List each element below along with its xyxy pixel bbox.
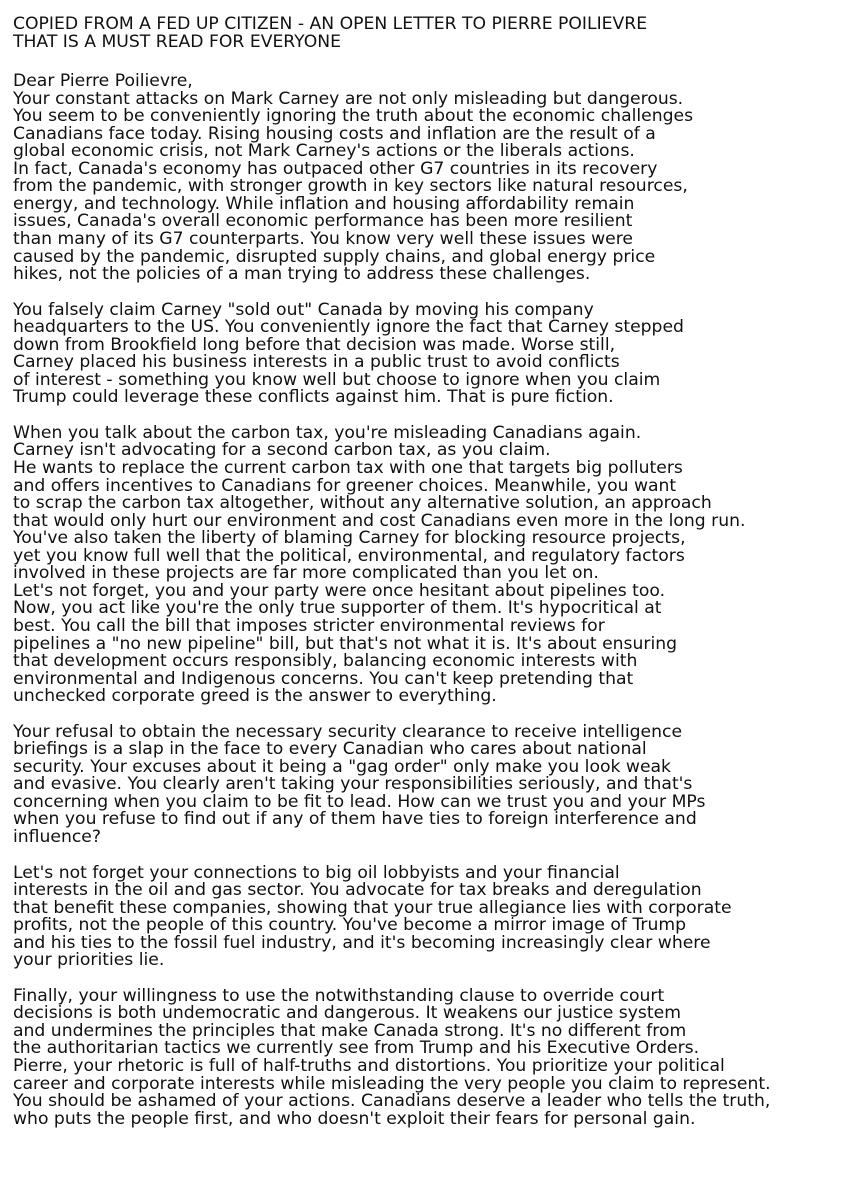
paragraph-line: environmental and Indigenous concerns. You can't keep pretending that [13, 668, 634, 689]
paragraph-line: yet you know full well that the political, environmental, and regulatory factors [13, 545, 685, 566]
paragraph-line: Let's not forget, you and your party were once hesitant about pipelines too. [13, 580, 666, 601]
letter-paragraph [13, 422, 853, 707]
paragraph-line: Carney isn't advocating for a second carbon tax, as you claim. [13, 440, 551, 461]
paragraph-line: Let's not forget your connections to big oil lobbyists and your financial [13, 862, 620, 883]
paragraph-line: security. Your excuses about it being a "gag order" only make you look weak [13, 756, 672, 777]
paragraph-line: You've also taken the liberty of blaming Carney for blocking resource projects, [13, 528, 686, 549]
paragraph-line: issues, Canada's overall economic performance has been more resilient [13, 211, 633, 232]
paragraph-line: from the pandemic, with stronger growth in key sectors like natural resources, [13, 176, 688, 197]
paragraph-line: Canadians face today. Rising housing costs and inflation are the result of a [13, 123, 656, 144]
paragraph-line: Now, you act like you're the only true supporter of them. It's hypocritical at [13, 598, 662, 619]
paragraph-line: when you refuse to find out if any of them have ties to foreign interference and [13, 809, 697, 830]
paragraph-line: than many of its G7 counterparts. You know very well these issues were [13, 229, 633, 250]
paragraph-line: down from Brookfield long before that decision was made. Worse still, [13, 334, 616, 355]
paragraph-line: global economic crisis, not Mark Carney's actions or the liberals actions. [13, 141, 635, 162]
paragraph-line: In fact, Canada's economy has outpaced other G7 countries in its recovery [13, 158, 658, 179]
paragraph-line: He wants to replace the current carbon tax with one that targets big polluters [13, 458, 683, 479]
paragraph-line: You seem to be conveniently ignoring the truth about the economic challenges [13, 106, 694, 127]
letter-paragraph [13, 299, 853, 408]
letter-body [13, 73, 853, 1128]
paragraph-line: Carney placed his business interests in a public trust to avoid conflicts [13, 352, 620, 373]
paragraph-line: best. You call the bill that imposes stricter environmental reviews for [13, 615, 605, 636]
letter-title [13, 16, 853, 51]
letter-paragraph [13, 721, 853, 847]
paragraph-line: of interest - something you know well but choose to ignore when you claim [13, 369, 661, 390]
paragraph-line: and undermines the principles that make Canada strong. It's no different from [13, 1020, 687, 1041]
paragraph-line: Your constant attacks on Mark Carney are not only misleading but dangerous. [13, 88, 684, 109]
paragraph-line: Pierre, your rhetoric is full of half-truths and distortions. You prioritize your political [13, 1055, 725, 1076]
paragraph-line: and offers incentives to Canadians for greener choices. Meanwhile, you want [13, 475, 677, 496]
paragraph-line: that would only hurt our environment and cost Canadians even more in the long run. [13, 510, 746, 531]
paragraph-line: Finally, your willingness to use the notwithstanding clause to override court [13, 985, 665, 1006]
paragraph-line: the authoritarian tactics we currently see from Trump and his Executive Orders. [13, 1038, 700, 1059]
paragraph-line: You should be ashamed of your actions. Canadians deserve a leader who tells the truth, [13, 1091, 771, 1112]
paragraph-line: influence? [13, 826, 102, 847]
paragraph-line: Your refusal to obtain the necessary security clearance to receive intelligence [13, 721, 683, 742]
letter-paragraph [13, 985, 853, 1129]
paragraph-line: briefings is a slap in the face to every Canadian who cares about national [13, 739, 647, 760]
paragraph-line: concerning when you claim to be fit to lead. How can we trust you and your MPs [13, 791, 706, 812]
paragraph-line: your priorities lie. [13, 950, 165, 971]
paragraph-line: interests in the oil and gas sector. You advocate for tax breaks and deregulation [13, 880, 702, 901]
paragraph-line: caused by the pandemic, disrupted supply chains, and global energy price [13, 246, 656, 267]
paragraph-line: You falsely claim Carney "sold out" Canada by moving his company [13, 299, 594, 320]
paragraph-line: that development occurs responsibly, balancing economic interests with [13, 651, 638, 672]
letter-paragraph [13, 862, 853, 971]
paragraph-line: pipelines a "no new pipeline" bill, but that's not what it is. It's about ensuring [13, 633, 678, 654]
title-line: COPIED FROM A FED UP CITIZEN - AN OPEN LETTER TO PIERRE POILIEVRE [13, 14, 648, 34]
paragraph-line: energy, and technology. While inflation and housing affordability remain [13, 193, 635, 214]
paragraph-line: Dear Pierre Poilievre, [13, 71, 193, 92]
paragraph-line: involved in these projects are far more complicated than you let on. [13, 563, 599, 584]
paragraph-line: and his ties to the fossil fuel industry, and it's becoming increasingly clear where [13, 932, 711, 953]
paragraph-line: to scrap the carbon tax altogether, without any alternative solution, an approach [13, 493, 712, 514]
paragraph-line: unchecked corporate greed is the answer to everything. [13, 686, 497, 707]
paragraph-line: career and corporate interests while misleading the very people you claim to represent. [13, 1073, 771, 1094]
paragraph-line: hikes, not the policies of a man trying to address these challenges. [13, 264, 591, 285]
paragraph-line: decisions is both undemocratic and dangerous. It weakens our justice system [13, 1003, 681, 1024]
paragraph-line: headquarters to the US. You conveniently ignore the fact that Carney stepped [13, 317, 684, 338]
paragraph-line: profits, not the people of this country. You've become a mirror image of Trump [13, 915, 687, 936]
title-line: THAT IS A MUST READ FOR EVERYONE [13, 31, 341, 52]
paragraph-line: Trump could leverage these conflicts against him. That is pure fiction. [13, 387, 614, 408]
letter-page [13, 16, 853, 1146]
paragraph-line: When you talk about the carbon tax, you're misleading Canadians again. [13, 422, 642, 443]
paragraph-line: that benefit these companies, showing that your true allegiance lies with corporate [13, 897, 732, 918]
paragraph-line: and evasive. You clearly aren't taking your responsibilities seriously, and that's [13, 774, 693, 795]
letter-paragraph [13, 73, 853, 284]
paragraph-line: who puts the people first, and who doesn't exploit their fears for personal gain. [13, 1108, 696, 1129]
